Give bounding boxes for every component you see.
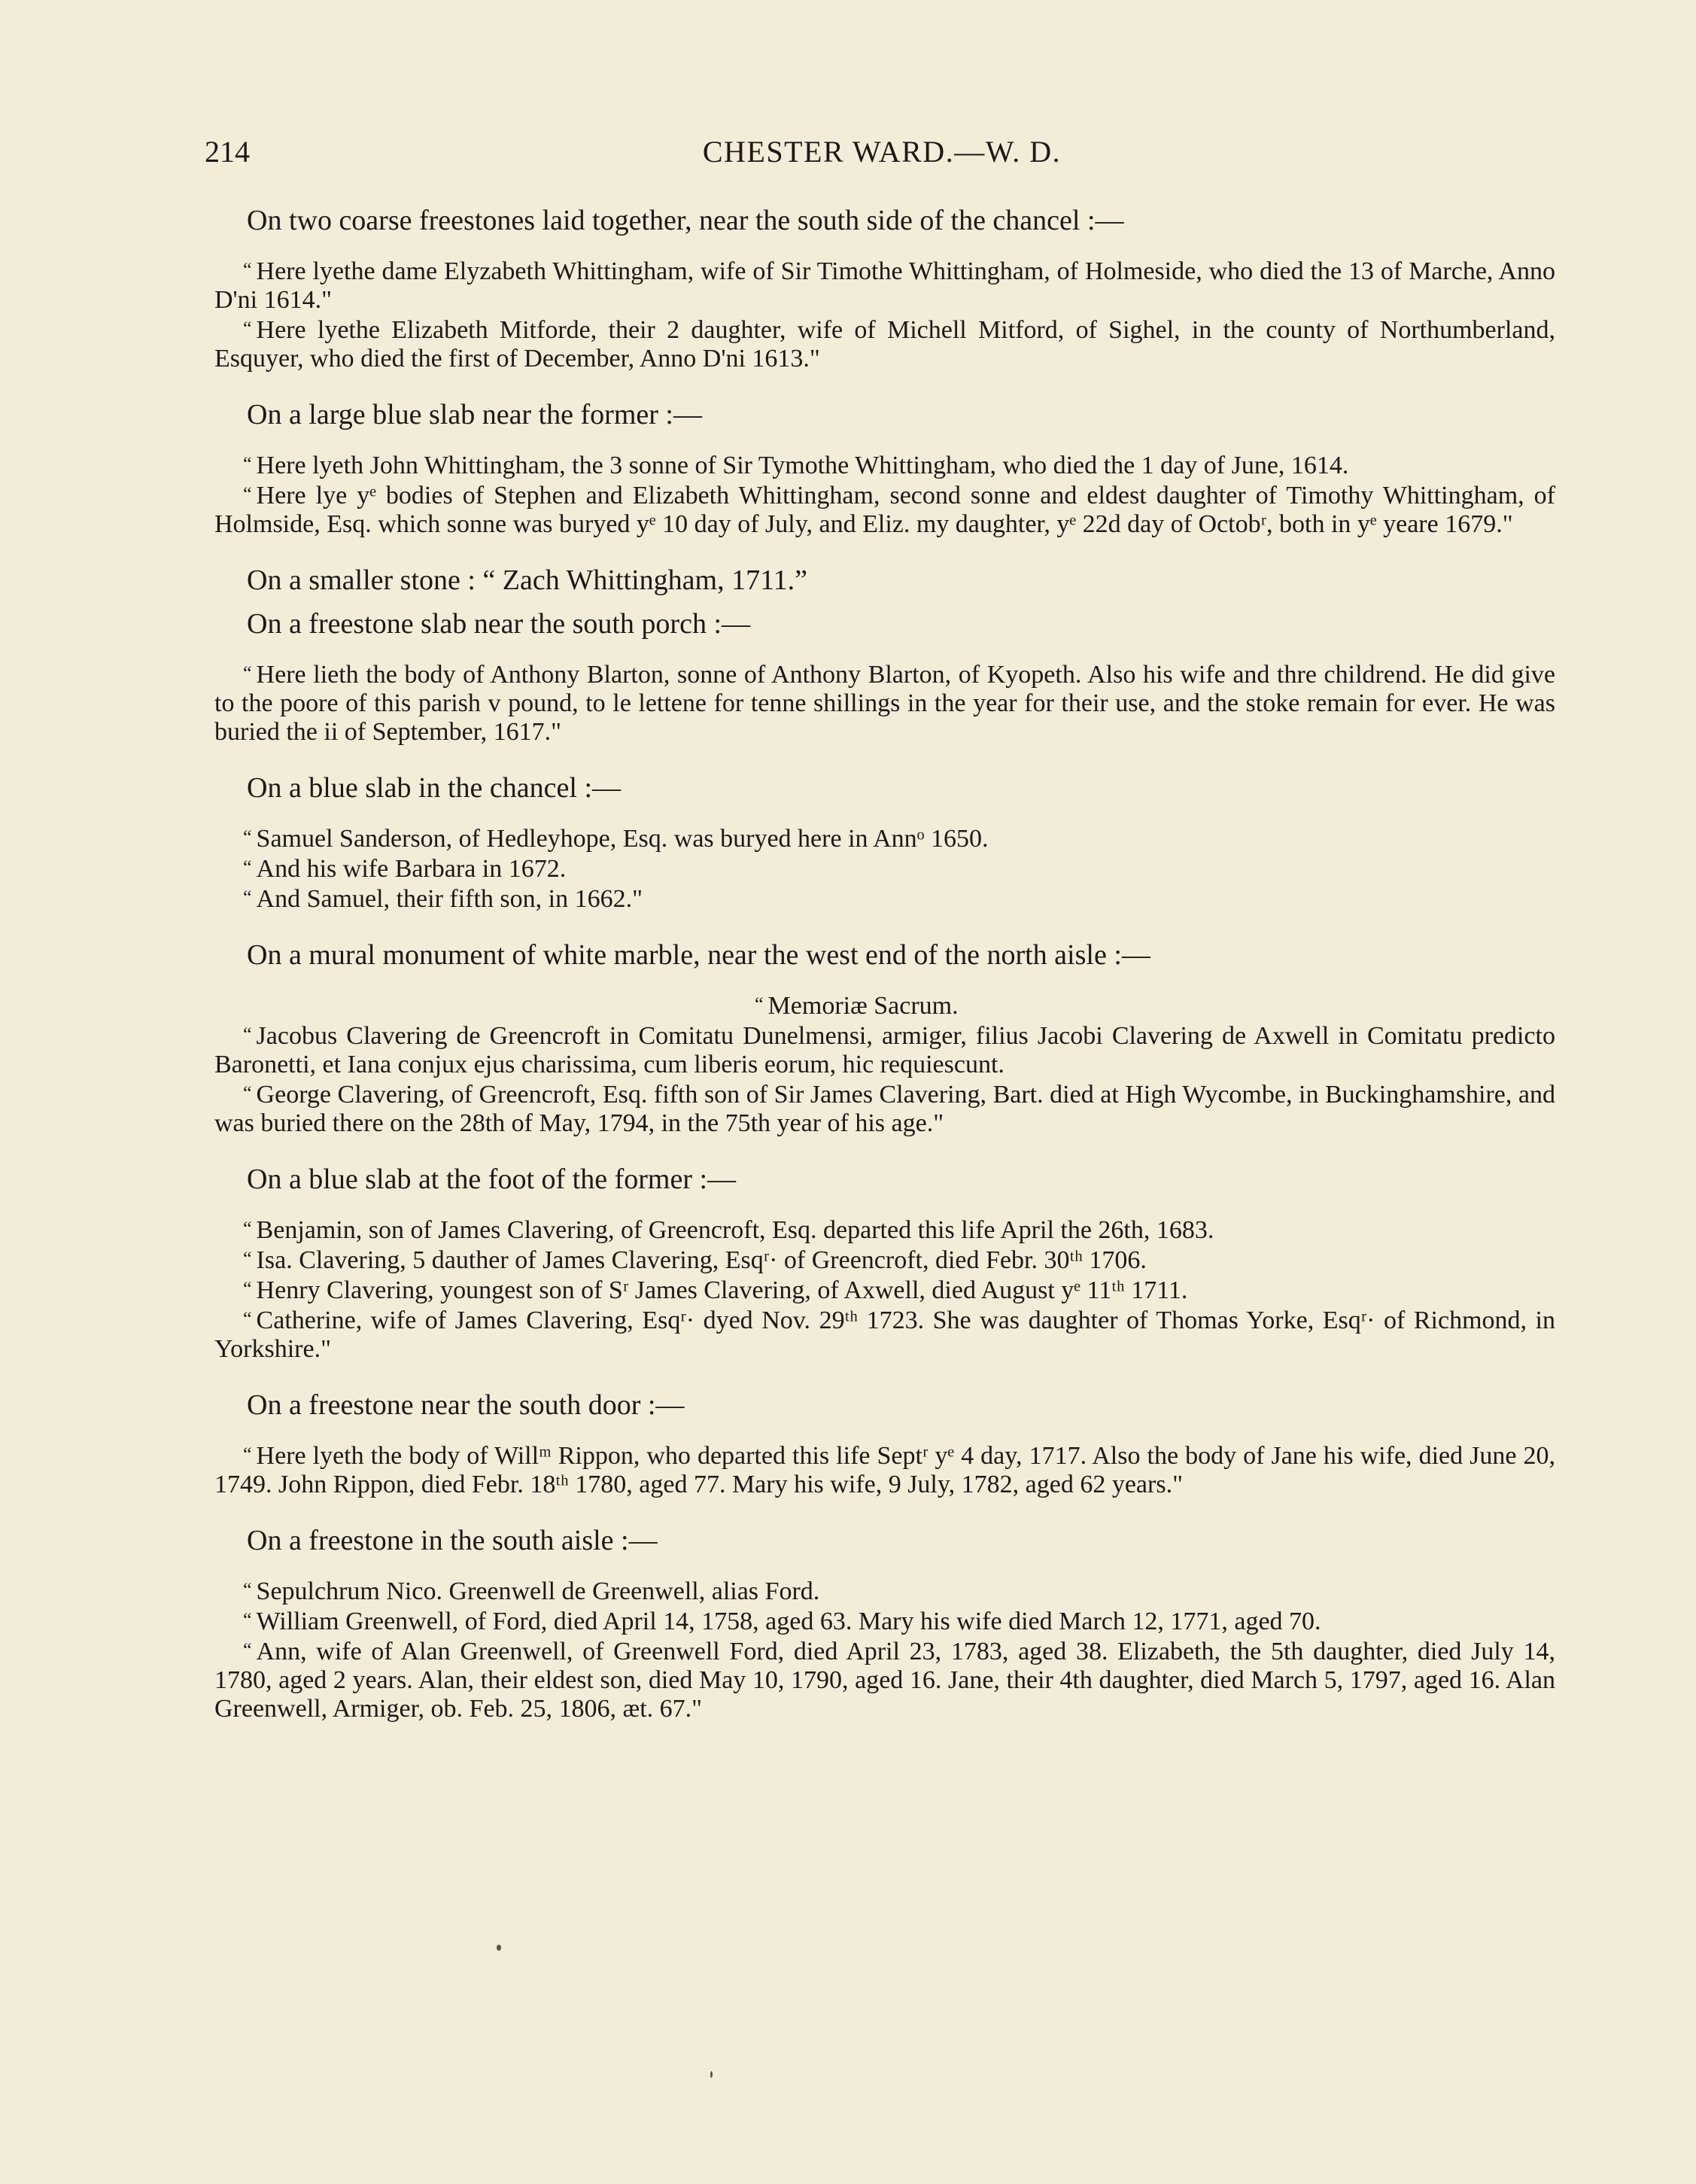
inscription-entry bbox=[214, 256, 1555, 315]
running-head: CHESTER WARD.—W. D. bbox=[702, 135, 1062, 169]
inscription-entry bbox=[214, 1305, 1555, 1364]
inscription-group bbox=[214, 1440, 1555, 1499]
document-body bbox=[214, 202, 1555, 1746]
inscription-entry bbox=[214, 884, 1555, 914]
page-number: 214 bbox=[205, 135, 250, 169]
inscription-group bbox=[214, 450, 1555, 539]
inscription-text: George Clavering, of Greencroft, Esq. fifth son of Sir James Clavering, Bart. died at High Wycombe, in Buckinghamshire, and was buried there on the 28th of May, 1794, in the 75th year of his age." bbox=[214, 1081, 1555, 1137]
inscription-group bbox=[214, 659, 1555, 747]
inscription-text: Here lye yᵉ bodies of Stephen and Elizabeth Whittingham, second sonne and eldest daughter of Timothy Whittingham, of Holmside, Esq. which sonne was buryed yᵉ 10 day of July, and Eliz. my daughter, yᵉ 22d day of Octobʳ, both in yᵉ yeare 1679." bbox=[214, 482, 1555, 538]
inscription-text: Here lyeth the body of Willᵐ Rippon, who departed this life Septʳ yᵉ 4 day, 1717. Also the body of Jane his wife, died June 20, 1749. John Rippon, died Febr. 18ᵗʰ 1780, aged 77. Mary his wife, 9 July, 1782, aged 62 years." bbox=[214, 1442, 1555, 1498]
inscription-text: Henry Clavering, youngest son of Sʳ James Clavering, of Axwell, died August yᵉ 11ᵗʰ 1711. bbox=[256, 1276, 1188, 1304]
inscription-entry bbox=[214, 480, 1555, 539]
open-quote-mark: “ bbox=[243, 826, 252, 848]
inscription-entry bbox=[214, 1079, 1555, 1138]
open-quote-mark: “ bbox=[755, 993, 764, 1015]
ink-speck bbox=[710, 2071, 713, 2078]
inscription-text: Catherine, wife of James Clavering, Esqʳ· dyed Nov. 29ᵗʰ 1723. She was daughter of Thomas Yorke, Esqʳ· of Richmond, in Yorkshire." bbox=[214, 1306, 1555, 1363]
open-quote-mark: “ bbox=[243, 1278, 252, 1300]
inscription-entry bbox=[214, 1636, 1555, 1723]
open-quote-mark: “ bbox=[243, 1639, 252, 1661]
section-heading: On a freestone near the south door :— bbox=[247, 1389, 685, 1421]
open-quote-mark: “ bbox=[243, 887, 252, 908]
inscription-text: William Greenwell, of Ford, died April 14, 1758, aged 63. Mary his wife died March 12, 1771, aged 70. bbox=[256, 1608, 1321, 1635]
open-quote-mark: “ bbox=[243, 662, 252, 684]
page-header bbox=[205, 134, 1559, 179]
open-quote-mark: “ bbox=[243, 1443, 252, 1465]
inscription-group bbox=[214, 990, 1555, 1138]
inscription-text: Ann, wife of Alan Greenwell, of Greenwell Ford, died April 23, 1783, aged 38. Elizabeth, the 5th daughter, died July 14, 1780, aged 2 years. Alan, their eldest son, died May 10, 1790, aged 16. Jane, their 4th daughter, died March 5, 1797, aged 16. Alan Greenwell, Armiger, ob. Feb. 25, 1806, æt. 67." bbox=[214, 1638, 1555, 1723]
inscription-entry bbox=[214, 1021, 1555, 1079]
inscription-text: And his wife Barbara in 1672. bbox=[256, 855, 567, 883]
open-quote-mark: “ bbox=[243, 1218, 252, 1240]
inscription-entry bbox=[214, 823, 1555, 853]
inscription-group bbox=[214, 1215, 1555, 1364]
inscription-text: Here lyeth John Whittingham, the 3 sonne of Sir Tymothe Whittingham, who died the 1 day of June, 1614. bbox=[256, 452, 1349, 479]
open-quote-mark: “ bbox=[243, 1082, 252, 1104]
inscription-entry bbox=[214, 1440, 1555, 1499]
section-heading: On a large blue slab near the former :— bbox=[247, 399, 702, 430]
inscription-group bbox=[214, 1576, 1555, 1723]
inscription-title bbox=[214, 990, 1555, 1021]
inscription-entry bbox=[214, 1275, 1555, 1305]
inscription-group bbox=[214, 823, 1555, 914]
open-quote-mark: “ bbox=[243, 259, 252, 281]
section-heading: On a blue slab in the chancel :— bbox=[247, 772, 622, 804]
ink-speck bbox=[497, 1945, 501, 1951]
open-quote-mark: “ bbox=[243, 1308, 252, 1330]
section-heading: On a smaller stone : “ Zach Whittingham, 1711.” bbox=[247, 564, 808, 596]
inscription-text: Sepulchrum Nico. Greenwell de Greenwell, alias Ford. bbox=[256, 1577, 820, 1605]
inscription-text: Isa. Clavering, 5 dauther of James Clavering, Esqʳ· of Greencroft, died Febr. 30ᵗʰ 1706. bbox=[256, 1246, 1147, 1274]
inscription-entry bbox=[214, 315, 1555, 373]
open-quote-mark: “ bbox=[243, 856, 252, 878]
inscription-text: Here lyethe Elizabeth Mitforde, their 2 daughter, wife of Michell Mitford, of Sighel, in the county of Northumberland, Esquyer, who died the first of December, Anno D'ni 1613." bbox=[214, 316, 1555, 373]
inscription-entry bbox=[214, 659, 1555, 747]
inscription-text: Samuel Sanderson, of Hedleyhope, Esq. was buryed here in Annᵒ 1650. bbox=[256, 825, 989, 853]
section-heading: On a blue slab at the foot of the former :— bbox=[247, 1163, 737, 1195]
inscription-entry bbox=[214, 1606, 1555, 1636]
open-quote-mark: “ bbox=[243, 483, 252, 505]
section-heading: On a freestone in the south aisle :— bbox=[247, 1525, 658, 1556]
open-quote-mark: “ bbox=[243, 318, 252, 339]
open-quote-mark: “ bbox=[243, 1024, 252, 1045]
inscription-title-text: Memoriæ Sacrum. bbox=[767, 992, 959, 1020]
inscription-text: Here lyethe dame Elyzabeth Whittingham, wife of Sir Timothe Whittingham, of Holmeside, who died the 13 of Marche, Anno D'ni 1614." bbox=[214, 257, 1555, 314]
inscription-text: Jacobus Clavering de Greencroft in Comitatu Dunelmensi, armiger, filius Jacobi Clavering de Axwell in Comitatu predicto Baronetti, et Iana conjux ejus charissima, cum liberis eorum, hic requiescunt. bbox=[214, 1022, 1555, 1078]
inscription-entry bbox=[214, 853, 1555, 884]
inscription-entry bbox=[214, 1245, 1555, 1275]
inscription-entry bbox=[214, 1576, 1555, 1606]
section-heading: On two coarse freestones laid together, near the south side of the chancel :— bbox=[247, 205, 1124, 236]
inscription-text: Here lieth the body of Anthony Blarton, sonne of Anthony Blarton, of Kyopeth. Also his wife and thre childrend. He did give to the poore of this parish v pound, to le lettene for tenne shillings in the year for their use, and the stoke remain for ever. He was buried the ii of September, 1617." bbox=[214, 661, 1555, 746]
open-quote-mark: “ bbox=[243, 1609, 252, 1631]
inscription-text: And Samuel, their fifth son, in 1662." bbox=[256, 885, 643, 913]
spacer bbox=[214, 599, 1555, 601]
section-heading: On a mural monument of white marble, near the west end of the north aisle :— bbox=[247, 939, 1150, 971]
inscription-group bbox=[214, 256, 1555, 373]
inscription-entry bbox=[214, 1215, 1555, 1245]
inscription-entry bbox=[214, 450, 1555, 480]
section-heading: On a freestone slab near the south porch :— bbox=[247, 608, 751, 640]
open-quote-mark: “ bbox=[243, 1579, 252, 1601]
open-quote-mark: “ bbox=[243, 453, 252, 475]
open-quote-mark: “ bbox=[243, 1248, 252, 1270]
inscription-text: Benjamin, son of James Clavering, of Greencroft, Esq. departed this life April the 26th, 1683. bbox=[256, 1216, 1214, 1244]
